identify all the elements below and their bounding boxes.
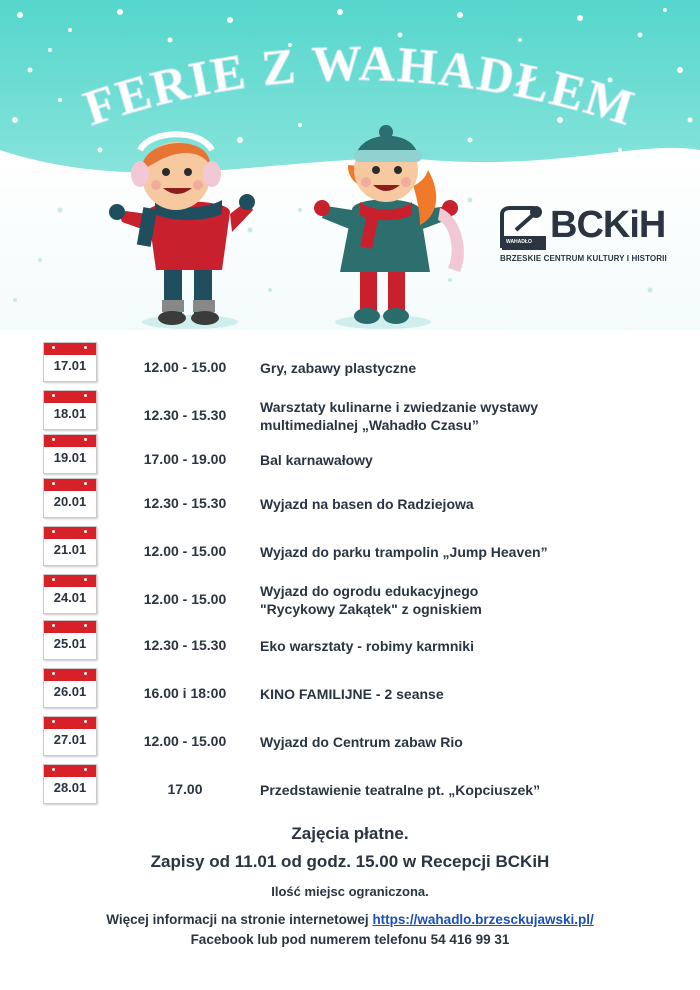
event-date: 17.01: [53, 358, 87, 373]
calendar-icon: [43, 764, 97, 804]
schedule-row: [0, 764, 700, 810]
calendar-icon: [43, 478, 97, 518]
calendar-header: [44, 479, 96, 491]
event-description-line: multimedialnej „Wahadło Czasu”: [260, 417, 479, 433]
header-illustration: [0, 0, 700, 330]
calendar-ring: [84, 578, 87, 581]
event-description: [260, 733, 680, 751]
event-time: 12.30 - 15.30: [143, 637, 227, 653]
contact-line: Facebook lub pod numerem telefonu 54 416 99 31: [190, 932, 510, 947]
calendar-header: [44, 575, 96, 587]
calendar-icon: [43, 390, 97, 430]
event-time: 17.00 - 19.00: [143, 451, 227, 467]
schedule-row: [0, 434, 700, 480]
calendar-header: [44, 391, 96, 403]
event-time: 12.00 - 15.00: [143, 591, 227, 607]
event-description: [260, 781, 680, 799]
event-time: 12.00 - 15.00: [143, 359, 227, 375]
calendar-header: [44, 717, 96, 729]
calendar-ring: [84, 672, 87, 675]
logo-name: BCKiH: [550, 204, 666, 246]
paid-note: Zajęcia płatne.: [291, 824, 409, 843]
calendar-icon: [43, 620, 97, 660]
event-description-line: KINO FAMILIJNE - 2 seanse: [260, 686, 444, 702]
event-date: 18.01: [53, 406, 87, 421]
event-time: 12.00 - 15.00: [143, 733, 227, 749]
event-description: [260, 582, 680, 618]
event-description-line: "Rycykowy Zakątek" z ogniskiem: [260, 601, 482, 617]
event-description: [260, 398, 680, 434]
event-date: 27.01: [53, 732, 87, 747]
calendar-ring: [84, 438, 87, 441]
signup-note: Zapisy od 11.01 od godz. 15.00 w Recepcji BCKiH: [150, 852, 550, 871]
event-description: [260, 685, 680, 703]
calendar-ring: [84, 530, 87, 533]
poster-title: [0, 0, 700, 160]
event-date: 28.01: [53, 780, 87, 795]
calendar-ring: [52, 624, 55, 627]
event-time: 16.00 i 18:00: [143, 685, 227, 701]
calendar-ring: [84, 768, 87, 771]
logo-full-name: BRZESKIE CENTRUM KULTURY I HISTORII: [500, 254, 667, 263]
calendar-ring: [84, 482, 87, 485]
event-description-line: Wyjazd do parku trampolin „Jump Heaven”: [260, 544, 548, 560]
calendar-icon: [43, 342, 97, 382]
calendar-ring: [52, 438, 55, 441]
limited-places-note: Ilość miejsc ograniczona.: [271, 884, 429, 899]
event-description-line: Bal karnawałowy: [260, 452, 373, 468]
event-date: 21.01: [53, 542, 87, 557]
calendar-header: [44, 669, 96, 681]
event-description-line: Wyjazd na basen do Radziejowa: [260, 496, 474, 512]
website-link[interactable]: https://wahadlo.brzesckujawski.pl/: [372, 912, 594, 927]
schedule-row: [0, 668, 700, 714]
event-time: 12.30 - 15.30: [143, 407, 227, 423]
calendar-ring: [52, 768, 55, 771]
schedule-row: [0, 574, 700, 620]
event-description-line: Przedstawienie teatralne pt. „Kopciuszek”: [260, 782, 541, 798]
event-date: 26.01: [53, 684, 87, 699]
calendar-header: [44, 435, 96, 447]
calendar-header: [44, 527, 96, 539]
calendar-ring: [84, 394, 87, 397]
calendar-icon: [43, 434, 97, 474]
calendar-ring: [84, 720, 87, 723]
event-description: [260, 451, 680, 469]
event-description-line: Gry, zabawy plastyczne: [260, 360, 417, 376]
calendar-header: [44, 343, 96, 355]
event-date: 24.01: [53, 590, 87, 605]
calendar-ring: [52, 346, 55, 349]
calendar-ring: [84, 346, 87, 349]
svg-text:FERIE Z WAHADŁEM: FERIE Z WAHADŁEM: [76, 34, 642, 137]
event-date: 25.01: [53, 636, 87, 651]
calendar-ring: [52, 720, 55, 723]
calendar-ring: [52, 578, 55, 581]
more-info-line: [0, 912, 700, 927]
event-description: [260, 543, 680, 561]
event-date: 19.01: [53, 450, 87, 465]
event-description: [260, 359, 680, 377]
schedule-row: [0, 620, 700, 666]
calendar-icon: [43, 716, 97, 756]
event-description-line: Wyjazd do ogrodu edukacyjnego: [260, 583, 479, 599]
calendar-header: [44, 621, 96, 633]
calendar-icon: [43, 526, 97, 566]
event-time: 12.30 - 15.30: [143, 495, 227, 511]
event-description-line: Eko warsztaty - robimy karmniki: [260, 638, 474, 654]
logo-mark-label: WAHADŁO: [506, 239, 532, 245]
event-description-line: Warsztaty kulinarne i zwiedzanie wystawy: [260, 399, 539, 415]
event-description: [260, 495, 680, 513]
schedule-row: [0, 526, 700, 572]
calendar-ring: [84, 624, 87, 627]
calendar-icon: [43, 668, 97, 708]
calendar-header: [44, 765, 96, 777]
calendar-ring: [52, 672, 55, 675]
calendar-ring: [52, 482, 55, 485]
event-description: [260, 637, 680, 655]
calendar-icon: [43, 574, 97, 614]
event-time: 17.00: [167, 781, 203, 797]
schedule-row: [0, 342, 700, 388]
more-info-text: Więcej informacji na stronie internetowej: [106, 912, 373, 927]
calendar-ring: [52, 530, 55, 533]
calendar-ring: [52, 394, 55, 397]
schedule-row: [0, 390, 700, 436]
schedule-row: [0, 716, 700, 762]
event-description-line: Wyjazd do Centrum zabaw Rio: [260, 734, 463, 750]
schedule-row: [0, 478, 700, 524]
bckih-logo: [500, 206, 680, 270]
event-date: 20.01: [53, 494, 87, 509]
event-time: 12.00 - 15.00: [143, 543, 227, 559]
